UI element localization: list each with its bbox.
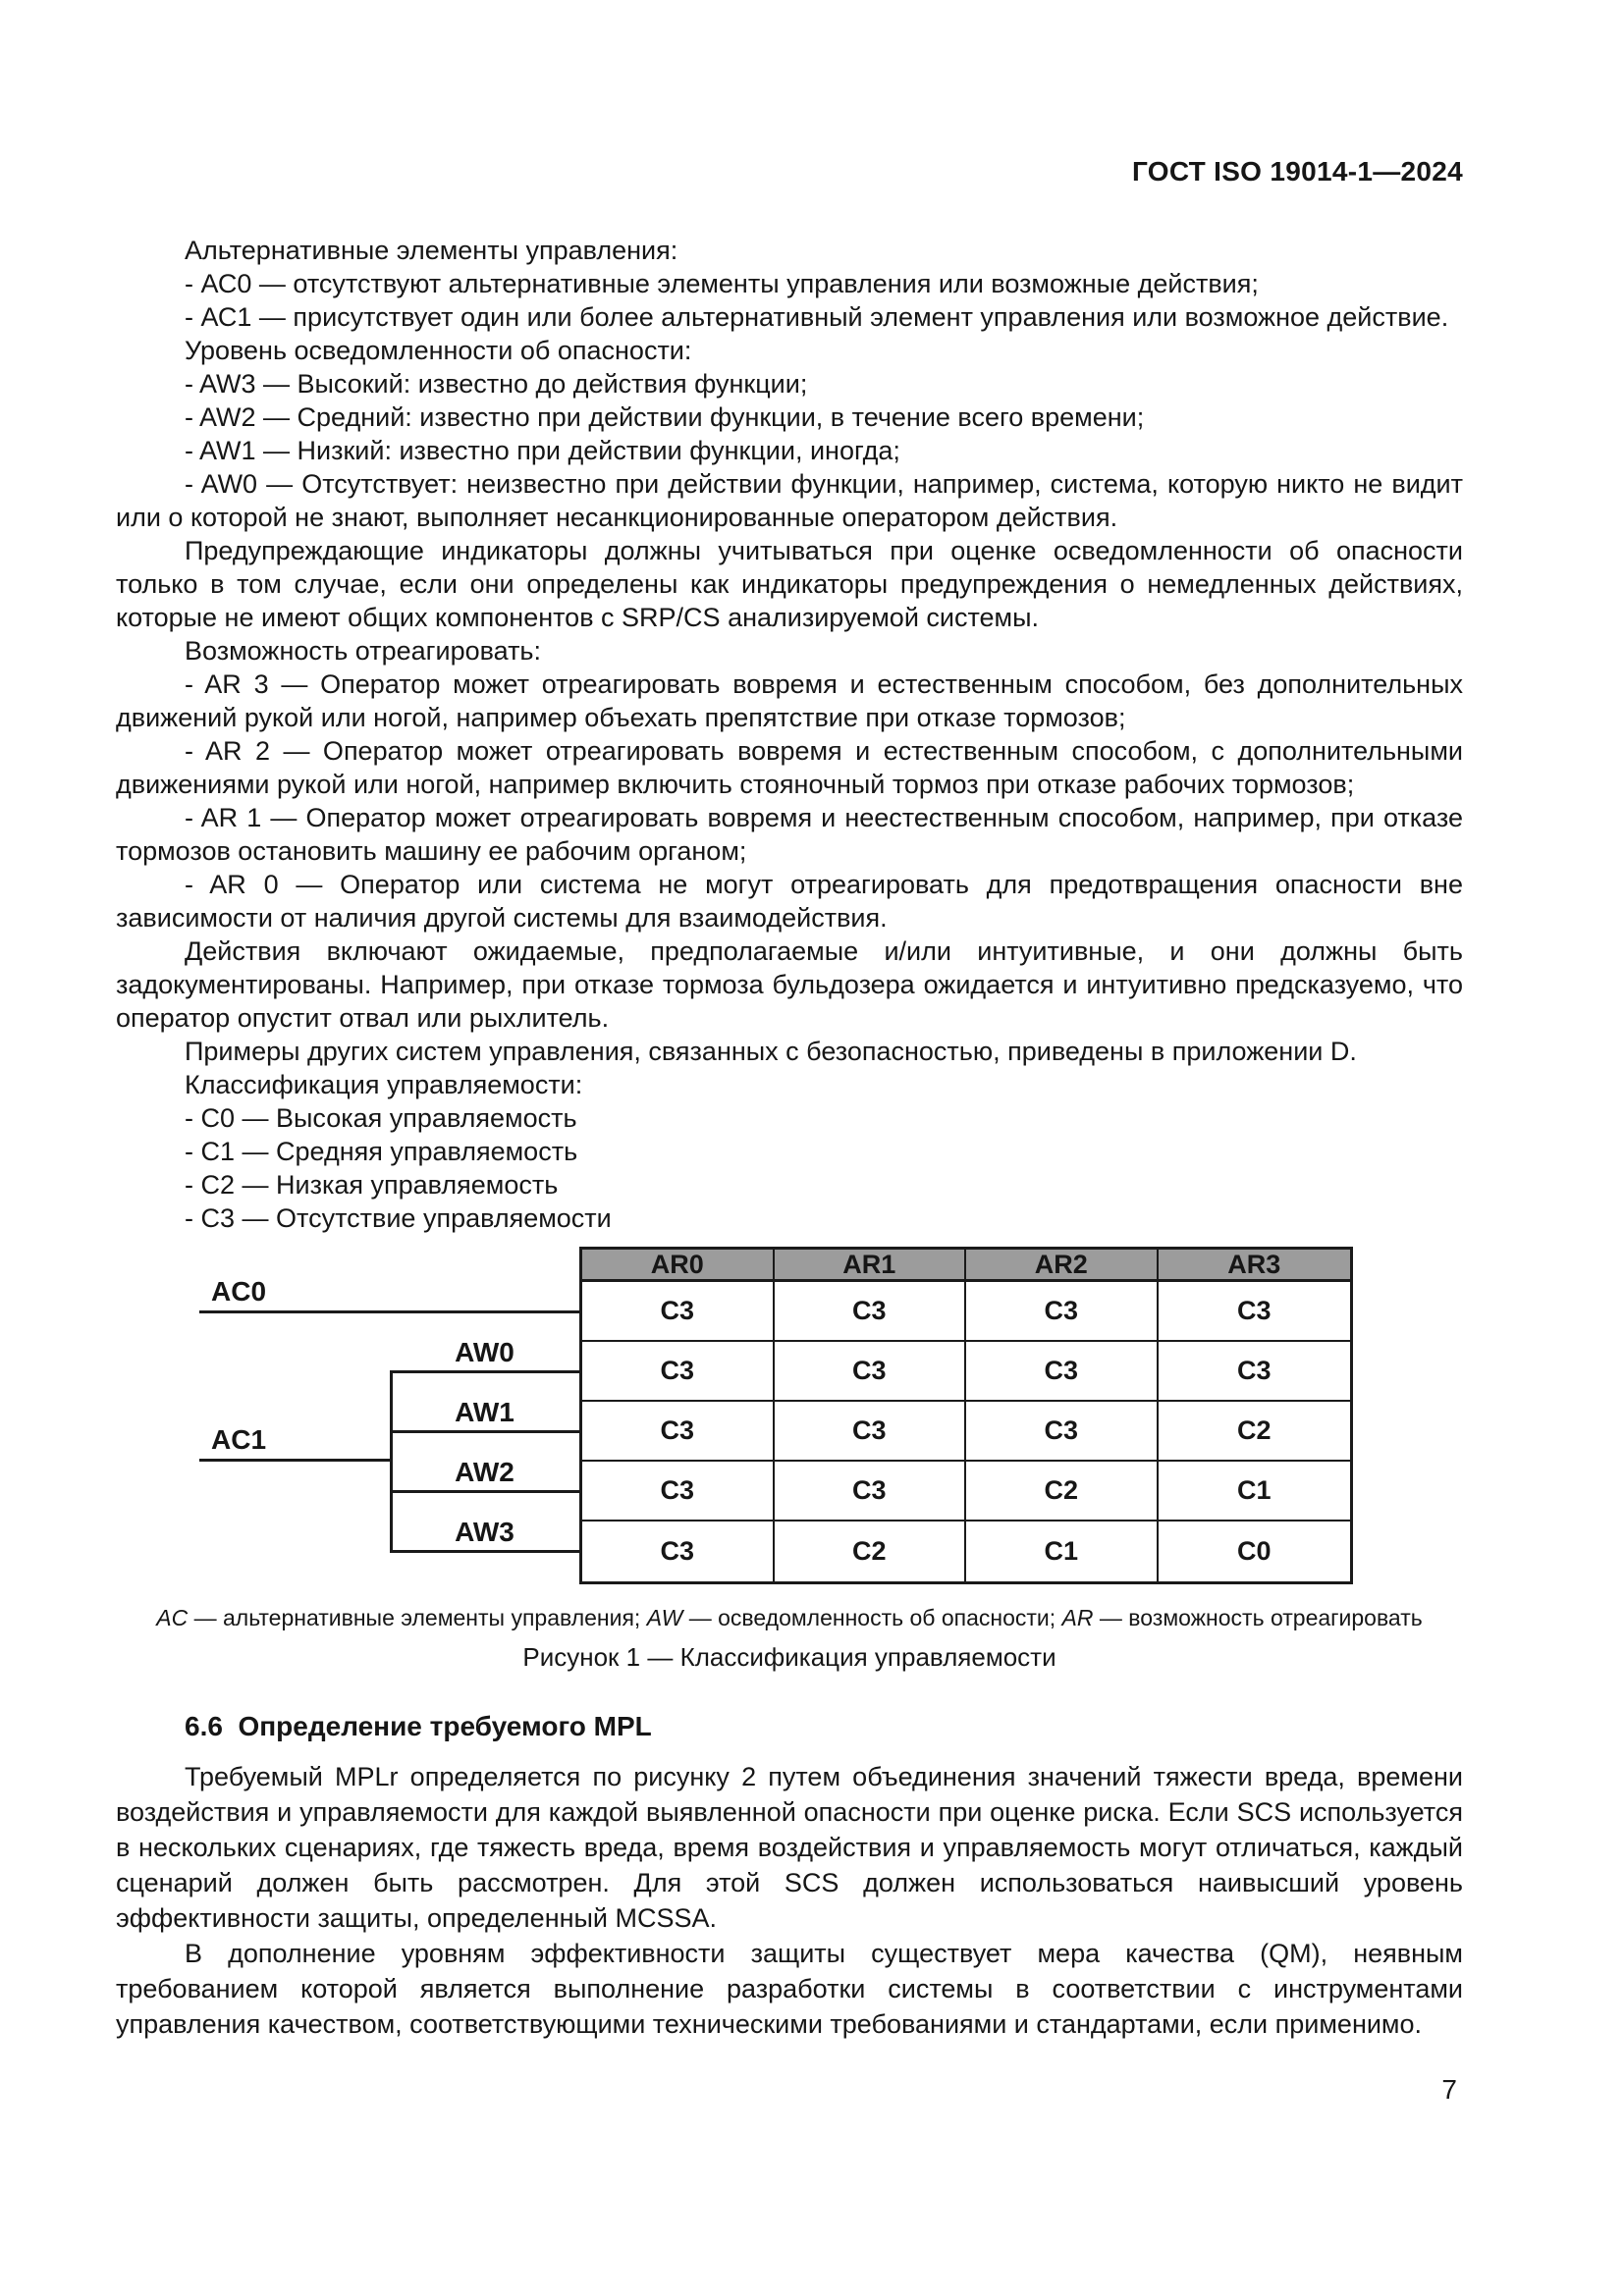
tree-label-ac1: AC1 xyxy=(211,1424,267,1455)
tree-line-aw1 xyxy=(390,1430,581,1433)
list-item-aw1: - AW1 — Низкий: известно при действии функции, иногда; xyxy=(185,436,900,465)
table-cell: C3 xyxy=(582,1522,775,1581)
tree-label-aw0: AW0 xyxy=(455,1337,514,1367)
legend-desc-ac: — альтернативные элементы управления; xyxy=(188,1605,647,1630)
table-cell: C2 xyxy=(1159,1402,1351,1462)
tree-label-ac0: AC0 xyxy=(211,1276,267,1307)
tree-line-aw2 xyxy=(390,1490,581,1493)
table-cell: C3 xyxy=(775,1282,967,1342)
body-paragraph: Альтернативные элементы управления: xyxy=(185,236,678,265)
tree-label-aw1: AW1 xyxy=(455,1397,514,1427)
list-item-aw2: - AW2 — Средний: известно при действии функции, в течение всего времени; xyxy=(185,402,1145,432)
list-item-ac1: - АС1 — присутствует один или более альтернативный элемент управления или возможное действие. xyxy=(185,302,1449,332)
section-paragraph: В дополнение уровням эффективности защиты существует мера качества (QM), неявным требованием которой является выполнение разработки системы в соответствии с инструментами управления качеством, соответствующими техническими требованиями и стандартами, если применимо. xyxy=(116,1939,1463,2039)
tree-line-ac1 xyxy=(199,1459,392,1462)
list-item-ar3: - AR 3 — Оператор может отреагировать вовремя и естественным способом, без дополнительных движений рукой или ногой, например объехать препятствие при отказе тормозов; xyxy=(116,669,1463,732)
running-header: ГОСТ ISO 19014-1—2024 xyxy=(1131,156,1463,187)
list-item-c3: - С3 — Отсутствие управляемости xyxy=(185,1203,612,1233)
table-cell: C1 xyxy=(1159,1462,1351,1522)
table-cell: C1 xyxy=(966,1522,1159,1581)
body-paragraph: Уровень осведомленности об опасности: xyxy=(185,336,692,365)
table-cell: C3 xyxy=(775,1462,967,1522)
tree-line-aw3 xyxy=(390,1550,581,1553)
section-heading-6-6: 6.6 Определение требуемого MPL xyxy=(185,1711,652,1741)
legend-term-aw: AW xyxy=(646,1605,683,1630)
list-item-c1: - С1 — Средняя управляемость xyxy=(185,1137,578,1166)
legend-desc-ar: — возможность отреагировать xyxy=(1093,1605,1423,1630)
figure-caption: Рисунок 1 — Классификация управляемости xyxy=(522,1642,1056,1672)
tree-label-aw3: AW3 xyxy=(455,1517,514,1547)
table-cell: C3 xyxy=(582,1342,775,1402)
table-cell: C3 xyxy=(966,1342,1159,1402)
table-cell: C3 xyxy=(1159,1342,1351,1402)
tree-label-aw2: AW2 xyxy=(455,1457,514,1487)
list-item-ac0: - АС0 — отсутствуют альтернативные элементы управления или возможные действия; xyxy=(185,269,1259,298)
tree-line-aw0 xyxy=(390,1370,581,1373)
table-cell: C0 xyxy=(1236,1536,1272,1566)
table-cell: C3 xyxy=(582,1282,775,1342)
table-cell: C3 xyxy=(1159,1282,1351,1342)
table-cell: C3 xyxy=(775,1402,967,1462)
body-paragraph: Предупреждающие индикаторы должны учитываться при оценке осведомленности об опасности только в том случае, если они определены как индикаторы предупреждения о немедленных действиях, которые не имеют общих компонентов с SRP/CS анализируемой системы. xyxy=(116,536,1463,632)
body-paragraph: Действия включают ожидаемые, предполагаемые и/или интуитивные, и они должны быть задокументированы. Например, при отказе тормоза бульдозера ожидается и интуитивно предсказуемо, что оператор опустит отвал или рыхлитель. xyxy=(116,936,1463,1033)
table-cell: C2 xyxy=(775,1522,967,1581)
table-cell: C3 xyxy=(775,1342,967,1402)
figure-1-controllability-matrix xyxy=(116,1247,1463,1584)
table-header-cell: AR3 xyxy=(1159,1250,1351,1282)
controllability-table xyxy=(579,1247,1353,1584)
table-header-cell: AR2 xyxy=(966,1250,1159,1282)
list-item-aw3: - AW3 — Высокий: известно до действия функции; xyxy=(185,369,808,399)
table-cell: C3 xyxy=(966,1282,1159,1342)
list-item-aw0: - AW0 — Отсутствует: неизвестно при действии функции, например, система, которую никто не видит или о которой не знают, выполняет несанкционированные оператором действия. xyxy=(116,469,1463,532)
tree-line-ac0 xyxy=(199,1310,579,1313)
table-header-cell: AR0 xyxy=(582,1250,775,1282)
list-item-ar0: - AR 0 — Оператор или система не могут отреагировать для предотвращения опасности вне зависимости от наличия другой системы для взаимодействия. xyxy=(116,870,1463,933)
legend-term-ar: AR xyxy=(1061,1605,1094,1630)
table-header-cell: AR1 xyxy=(775,1250,967,1282)
body-paragraph: Примеры других систем управления, связанных с безопасностью, приведены в приложении D. xyxy=(185,1037,1357,1066)
body-paragraph: Возможность отреагировать: xyxy=(185,636,541,666)
body-paragraph: Классификация управляемости: xyxy=(185,1070,583,1099)
list-item-c0: - С0 — Высокая управляемость xyxy=(185,1103,577,1133)
list-item-c2: - С2 — Низкая управляемость xyxy=(185,1170,559,1200)
table-cell: C3 xyxy=(966,1402,1159,1462)
list-item-ar1: - AR 1 — Оператор может отреагировать вовремя и неестественным способом, например, при отказе тормозов остановить машину ее рабочим органом; xyxy=(116,803,1463,866)
table-cell: C2 xyxy=(966,1462,1159,1522)
table-cell: C3 xyxy=(582,1462,775,1522)
figure-legend xyxy=(116,1604,1463,1631)
legend-term-ac: AC xyxy=(156,1605,189,1630)
page-number: 7 xyxy=(1441,2074,1457,2105)
tree-line-vertical xyxy=(390,1370,393,1553)
list-item-ar2: - AR 2 — Оператор может отреагировать вовремя и естественным способом, с дополнительными движениями рукой или ногой, например включить стояночный тормоз при отказе рабочих тормозов; xyxy=(116,736,1463,799)
legend-desc-aw: — осведомленность об опасности; xyxy=(682,1605,1062,1630)
table-cell: C3 xyxy=(582,1402,775,1462)
section-paragraph: Требуемый MPLr определяется по рисунку 2 путем объединения значений тяжести вреда, времени воздействия и управляемости для каждой выявленной опасности при оценке риска. Если SCS используется в нескольких сценариях, где тяжесть вреда, время воздействия и управляемость могут отличаться, каждый сценарий должен быть рассмотрен. Для этой SCS должен использоваться наивысший уровень эффективности защиты, определенный MCSSA. xyxy=(116,1762,1463,1933)
